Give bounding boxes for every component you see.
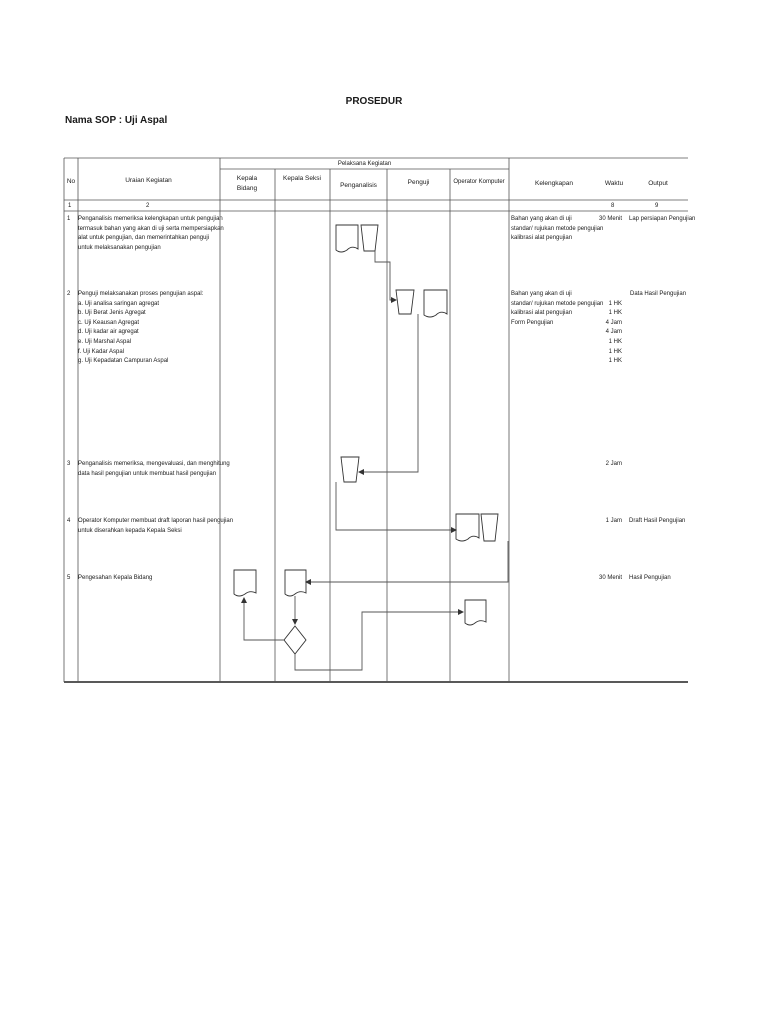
row-2-desc-line: f. Uji Kadar Aspal <box>78 348 125 355</box>
row-2-waktu-line: 1 HK <box>608 348 622 355</box>
document-shape <box>336 225 358 252</box>
document-shape <box>424 290 447 317</box>
row-2-waktu-line: 1 HK <box>608 300 622 307</box>
row-2-kelengkapan-line: Form Pengujian <box>511 319 554 326</box>
row-1-no: 1 <box>67 216 71 222</box>
header-penganalisis: Penganalisis <box>340 182 377 189</box>
row-3-desc-line: Penganalisis memeriksa, mengevaluasi, dan menghitung <box>78 461 230 467</box>
row-5-desc-line: Pengesahan Kepala Bidang <box>78 575 153 581</box>
row-1-desc-line: alat untuk pengujian, dan memerintahkan penguji <box>78 235 210 242</box>
row-2-waktu-line: 1 HK <box>608 338 622 345</box>
row-2-desc-line: e. Uji Marshal Aspal <box>78 338 132 345</box>
decision-shape <box>284 626 306 654</box>
row-2-waktu-line: 4 Jam <box>605 329 622 336</box>
colnum-output: 9 <box>655 203 659 209</box>
row-2-no: 2 <box>67 291 71 297</box>
row-1-desc-line: Penganalisis memeriksa kelengkapan untuk pengujian <box>78 216 223 222</box>
header-pelaksana: Pelaksana Kegiatan <box>337 161 392 167</box>
row-2-waktu-line: 1 HK <box>608 358 622 365</box>
document-shape <box>465 600 486 625</box>
row-5-output: Hasil Pengujian <box>629 575 671 581</box>
row-4-desc-line: Operator Komputer membuat draft laporan hasil pengujian <box>78 518 234 524</box>
row-1-kelengkapan-line: Bahan yang akan di uji <box>511 216 572 222</box>
header-kepala-bidang: Kepala Bidang <box>236 175 258 192</box>
row-2-desc-line: Penguji melaksanakan proses pengujian aspal: <box>78 291 204 297</box>
colnum-uraian: 2 <box>146 203 150 209</box>
row-2-kelengkapan-line: Bahan yang akan di uji <box>511 291 572 297</box>
header-waktu: Waktu <box>604 180 624 187</box>
header-kelengkapan: Kelengkapan <box>535 180 573 187</box>
manual-operation-shape <box>481 514 498 541</box>
document-title: PROSEDUR <box>345 96 403 107</box>
manual-operation-shape <box>361 225 378 251</box>
row-1-output: Lap persiapan Pengujian <box>629 216 696 222</box>
row-1-waktu-line: 30 Menit <box>598 216 622 222</box>
row-4-desc-line: untuk diserahkan kepada Kepala Seksi <box>78 527 182 534</box>
row-1-desc-line: untuk melaksanakan pengujian <box>78 244 161 251</box>
row-5-waktu-line: 30 Menit <box>598 575 622 581</box>
header-penguji: Penguji <box>407 179 430 186</box>
manual-operation-shape <box>341 457 359 482</box>
colnum-no: 1 <box>68 203 72 209</box>
row-2-desc-line: d. Uji kadar air agregat <box>78 329 139 336</box>
header-operator: Operator Komputer <box>453 179 505 185</box>
row-4-waktu-line: 1 Jam <box>605 518 622 524</box>
row-5-no: 5 <box>67 575 71 581</box>
row-3-waktu-line: 2 Jam <box>605 461 622 467</box>
document-shape <box>285 570 306 596</box>
row-1-kelengkapan-line: kalibrasi alat pengujian <box>511 235 573 242</box>
row-4-no: 4 <box>67 518 71 524</box>
colnum-waktu: 8 <box>611 203 615 209</box>
row-3-desc-line: data hasil pengujian untuk membuat hasil pengujian <box>78 470 217 477</box>
row-2-kelengkapan-line: kalibrasi alat pengujian <box>511 310 573 317</box>
header-no: No <box>66 178 76 185</box>
sop-name: Nama SOP : Uji Aspal <box>65 115 168 126</box>
document-shape <box>456 514 479 541</box>
row-4-output: Draft Hasil Pengujian <box>629 518 686 524</box>
manual-operation-shape <box>396 290 414 314</box>
row-2-waktu-line: 1 HK <box>608 310 622 317</box>
row-2-desc-line: b. Uji Berat Jenis Agregat <box>78 310 146 317</box>
row-2-output: Data Hasil Pengujian <box>630 291 687 297</box>
row-2-desc-line: a. Uji analisa saringan agregat <box>78 300 160 307</box>
row-1-desc-line: termasuk bahan yang akan di uji serta mempersiapkan <box>78 225 224 232</box>
flowchart <box>234 225 498 654</box>
row-1-kelengkapan-line: standar/ rujukan metode pengujian <box>511 225 604 232</box>
header-output: Output <box>648 180 668 187</box>
row-2-desc-line: g. Uji Kepadatan Campuran Aspal <box>78 358 169 365</box>
document-shape <box>234 570 256 596</box>
header-kepala-seksi: Kepala Seksi <box>283 175 321 182</box>
row-2-waktu-line: 4 Jam <box>605 319 622 326</box>
row-2-kelengkapan-line: standar/ rujukan metode pengujian <box>511 300 604 307</box>
row-2-desc-line: c. Uji Keausan Agregat <box>78 319 140 326</box>
header-uraian: Uraian Kegiatan <box>125 177 172 184</box>
row-3-no: 3 <box>67 461 71 467</box>
